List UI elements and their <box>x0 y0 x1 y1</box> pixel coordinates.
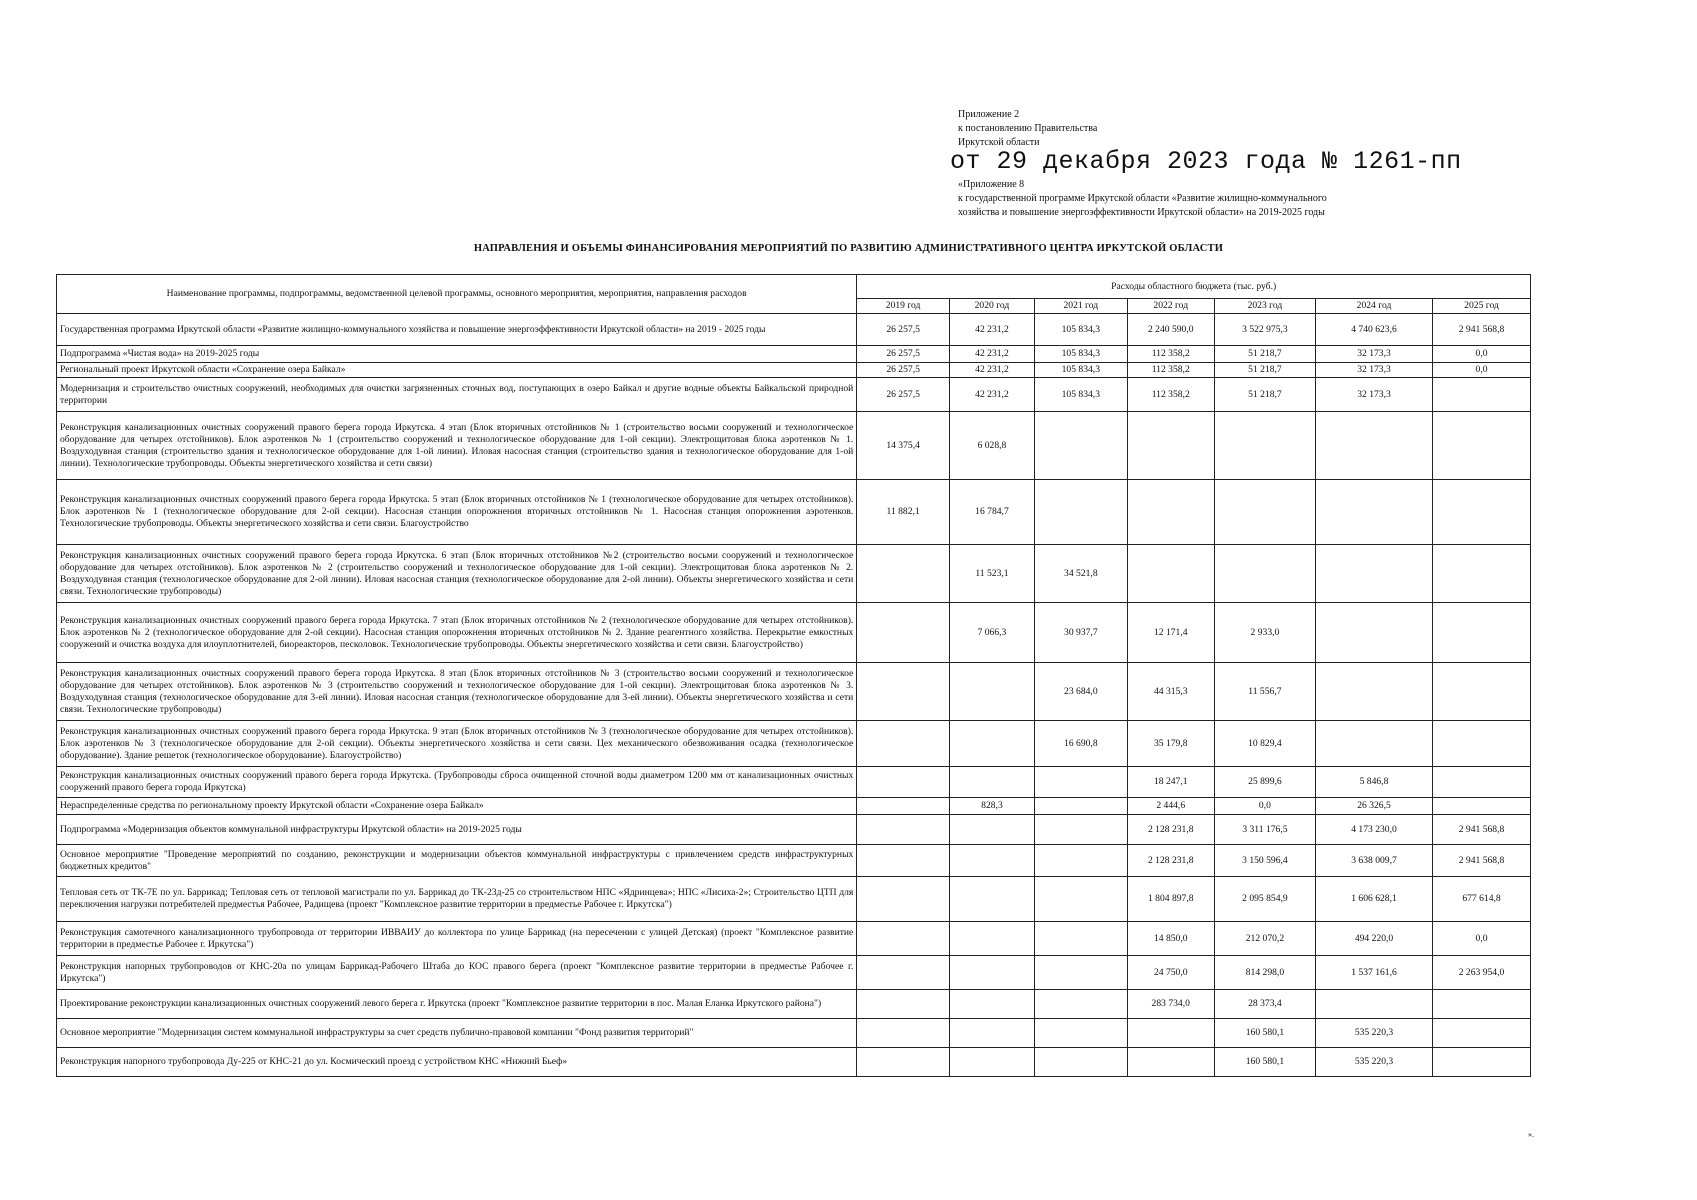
value-cell: 3 150 596,4 <box>1214 845 1315 877</box>
value-cell <box>857 922 950 956</box>
row-name-cell: Реконструкция канализационных очистных сооружений правого берега города Иркутска. 7 этап (Блок вторичных отстойников № 2 (технологическое оборудование для четырех отстойников). Блок аэротенков № 2 (технологическое оборудование для 2-ой секции). Насосная станция опорожнения вторичных отстойников № 2. Здание реагентного хозяйства. Перекрытие емкостных сооружений и очистка воздуха для илоуплотнителей, биореакторов, песколовок. Технологические трубопроводы. Объекты энергетического хозяйства и сети связи. Благоустройство) <box>57 603 857 663</box>
year-header: 2025 год <box>1433 299 1531 314</box>
row-name-cell: Реконструкция канализационных очистных сооружений правого берега города Иркутска. 8 этап (Блок вторичных отстойников № 3 (строительство восьми сооружений и технологическое оборудование для четырех отстойников). Блок аэротенков № 3 (строительство сооружений и технологическое оборудование для 1-ой секции). Электрощитовая блока аэротенков № 3. Воздуходувная станция (технологическое оборудование для 3-ей линии). Иловая насосная станция (технологическое оборудование для 3-ей линии). Объекты энергетического хозяйства и сети связи. Технологические трубопроводы) <box>57 663 857 721</box>
value-cell <box>1127 412 1214 480</box>
value-cell <box>1214 412 1315 480</box>
value-cell: 51 218,7 <box>1214 363 1315 378</box>
row-name-cell: Нераспределенные средства по региональному проекту Иркутской области «Сохранение озера Байкал» <box>57 798 857 815</box>
value-cell <box>949 1048 1034 1077</box>
value-cell: 0,0 <box>1433 363 1531 378</box>
value-cell: 28 373,4 <box>1214 990 1315 1019</box>
table-row <box>57 956 1531 990</box>
value-cell <box>1035 412 1128 480</box>
value-cell <box>857 663 950 721</box>
value-cell <box>1035 767 1128 798</box>
row-name-cell: Реконструкция самотечного канализационного трубопровода от территории ИВВАИУ до коллектора по улице Баррикад (на пересечении с улицей Детская) (проект "Комплексное развитие территории в предместье Рабочее г. Иркутска") <box>57 922 857 956</box>
value-cell: 42 231,2 <box>949 378 1034 412</box>
value-cell <box>857 798 950 815</box>
value-cell: 828,3 <box>949 798 1034 815</box>
value-cell: 283 734,0 <box>1127 990 1214 1019</box>
value-cell: 2 263 954,0 <box>1433 956 1531 990</box>
value-cell <box>857 990 950 1019</box>
value-cell <box>1433 378 1531 412</box>
row-name-cell: Реконструкция канализационных очистных сооружений правого берега города Иркутска. 9 этап (Блок вторичных отстойников № 3 (технологическое оборудование для четырех отстойников). Блок аэротенков № 3 (технологическое оборудование для 2-ой секции). Объекты энергетического хозяйства и сети связи. Цех механического обезвоживания осадка (технологическое оборудование). Здание решеток (технологическое оборудование). Благоустройство) <box>57 721 857 767</box>
table-row <box>57 363 1531 378</box>
value-cell <box>1035 845 1128 877</box>
value-cell: 105 834,3 <box>1035 346 1128 363</box>
value-cell <box>1315 480 1432 545</box>
year-header: 2019 год <box>857 299 950 314</box>
value-cell <box>857 721 950 767</box>
table-row <box>57 480 1531 545</box>
value-cell <box>1127 1048 1214 1077</box>
value-cell: 105 834,3 <box>1035 378 1128 412</box>
value-cell <box>949 1019 1034 1048</box>
row-name-cell: Региональный проект Иркутской области «Сохранение озера Байкал» <box>57 363 857 378</box>
value-cell: 4 173 230,0 <box>1315 815 1432 845</box>
year-header: 2022 год <box>1127 299 1214 314</box>
value-cell: 26 257,5 <box>857 363 950 378</box>
value-cell <box>1035 990 1128 1019</box>
value-cell <box>1315 663 1432 721</box>
row-name-cell: Тепловая сеть от ТК-7Е по ул. Баррикад; Тепловая сеть от тепловой магистрали по ул. Баррикад до ТК-23д-25 со строительством НПС «Ядринцева»; НПС «Лисиха-2»; Строительство ЦТП для переключения нагрузки потребителей предместья Рабочее, Радищева (проект "Комплексное развитие территории в предместье Рабочее г. Иркутска") <box>57 877 857 922</box>
value-cell <box>1127 480 1214 545</box>
budget-column-header: Расходы областного бюджета (тыс. руб.) <box>857 275 1531 299</box>
value-cell: 44 315,3 <box>1127 663 1214 721</box>
value-cell: 10 829,4 <box>1214 721 1315 767</box>
value-cell <box>949 663 1034 721</box>
value-cell: 112 358,2 <box>1127 363 1214 378</box>
value-cell <box>1315 990 1432 1019</box>
value-cell: 677 614,8 <box>1433 877 1531 922</box>
value-cell: 535 220,3 <box>1315 1019 1432 1048</box>
appendix-header <box>950 108 1478 220</box>
value-cell <box>1433 990 1531 1019</box>
value-cell <box>857 815 950 845</box>
value-cell <box>949 956 1034 990</box>
value-cell <box>1214 545 1315 603</box>
value-cell <box>949 877 1034 922</box>
value-cell: 2 095 854,9 <box>1214 877 1315 922</box>
value-cell: 6 028,8 <box>949 412 1034 480</box>
value-cell: 0,0 <box>1433 922 1531 956</box>
table-row <box>57 845 1531 877</box>
value-cell: 11 523,1 <box>949 545 1034 603</box>
value-cell: 2 128 231,8 <box>1127 845 1214 877</box>
header-line: «Приложение 8 <box>958 179 1025 190</box>
value-cell: 494 220,0 <box>1315 922 1432 956</box>
value-cell <box>1035 922 1128 956</box>
value-cell <box>1035 815 1128 845</box>
table-row <box>57 346 1531 363</box>
value-cell <box>1433 663 1531 721</box>
value-cell: 26 257,5 <box>857 314 950 346</box>
table-row <box>57 815 1531 845</box>
value-cell <box>1214 480 1315 545</box>
value-cell <box>1433 480 1531 545</box>
table-row <box>57 378 1531 412</box>
value-cell <box>857 1019 950 1048</box>
value-cell: 2 933,0 <box>1214 603 1315 663</box>
value-cell <box>949 922 1034 956</box>
row-name-cell: Проектирование реконструкции канализационных очистных сооружений левого берега г. Иркутска (проект "Комплексное развитие территории в пос. Малая Еланка Иркутского района") <box>57 990 857 1019</box>
value-cell: 25 899,6 <box>1214 767 1315 798</box>
table-row <box>57 663 1531 721</box>
value-cell: 112 358,2 <box>1127 378 1214 412</box>
header-line: Приложение 2 <box>958 109 1020 120</box>
value-cell: 14 850,0 <box>1127 922 1214 956</box>
value-cell: 32 173,3 <box>1315 363 1432 378</box>
value-cell <box>857 956 950 990</box>
year-header: 2021 год <box>1035 299 1128 314</box>
row-name-cell: Модернизация и строительство очистных сооружений, необходимых для очистки загрязненных сточных вод, поступающих в озеро Байкал и другие водные объекты Байкальской природной территории <box>57 378 857 412</box>
value-cell <box>1433 721 1531 767</box>
value-cell: 535 220,3 <box>1315 1048 1432 1077</box>
value-cell: 51 218,7 <box>1214 346 1315 363</box>
name-column-header: Наименование программы, подпрограммы, ведомственной целевой программы, основного мероприятия, мероприятия, направления расходов <box>57 275 857 314</box>
value-cell <box>1433 767 1531 798</box>
value-cell <box>1127 545 1214 603</box>
table-row <box>57 798 1531 815</box>
value-cell: 2 941 568,8 <box>1433 314 1531 346</box>
value-cell <box>1315 545 1432 603</box>
value-cell: 12 171,4 <box>1127 603 1214 663</box>
table-row <box>57 1048 1531 1077</box>
header-line: хозяйства и повышение энергоэффективности Иркутской области» на 2019-2025 годы <box>958 207 1325 218</box>
financing-table <box>56 274 1531 1077</box>
row-name-cell: Реконструкция канализационных очистных сооружений правого берега города Иркутска. 4 этап (Блок вторичных отстойников № 1 (строительство восьми сооружений и технологическое оборудование для четырех отстойников). Блок аэротенков № 1 (строительство сооружений и технологическое оборудование для 1-ой секции). Электрощитовая блока аэротенков № 1. Воздуходувная станция (строительство здания и технологическое оборудование для 1-ой линии). Иловая насосная станция (строительство здания и технологическое оборудование для 1-ой линии). Технологические трубопроводы. Объекты энергетического хозяйства и сети связи) <box>57 412 857 480</box>
value-cell: 14 375,4 <box>857 412 950 480</box>
value-cell <box>857 767 950 798</box>
table-row <box>57 721 1531 767</box>
value-cell <box>1315 721 1432 767</box>
row-name-cell: Реконструкция напорного трубопровода Ду-225 от КНС-21 до ул. Космический проезд с устройством КНС «Нижний Бьеф» <box>57 1048 857 1077</box>
value-cell <box>949 990 1034 1019</box>
value-cell: 26 257,5 <box>857 378 950 412</box>
table-row <box>57 922 1531 956</box>
value-cell: 5 846,8 <box>1315 767 1432 798</box>
value-cell: 160 580,1 <box>1214 1048 1315 1077</box>
resolution-date-stamp: от 29 декабря 2023 года № 1261-пп <box>950 147 1462 176</box>
value-cell: 16 690,8 <box>1035 721 1128 767</box>
value-cell: 18 247,1 <box>1127 767 1214 798</box>
document-title: НАПРАВЛЕНИЯ И ОБЪЕМЫ ФИНАНСИРОВАНИЯ МЕРОПРИЯТИЙ ПО РАЗВИТИЮ АДМИНИСТРАТИВНОГО ЦЕНТРА ИРКУТСКОЙ ОБЛАСТИ <box>473 243 1224 254</box>
value-cell: 51 218,7 <box>1214 378 1315 412</box>
value-cell: 34 521,8 <box>1035 545 1128 603</box>
value-cell: 3 311 176,5 <box>1214 815 1315 845</box>
value-cell: 16 784,7 <box>949 480 1034 545</box>
row-name-cell: Государственная программа Иркутской области «Развитие жилищно-коммунального хозяйства и повышение энергоэффективности Иркутской области» на 2019 - 2025 годы <box>57 314 857 346</box>
value-cell <box>857 603 950 663</box>
value-cell: 23 684,0 <box>1035 663 1128 721</box>
table-row <box>57 990 1531 1019</box>
value-cell: 26 257,5 <box>857 346 950 363</box>
table-row <box>57 314 1531 346</box>
value-cell: 42 231,2 <box>949 314 1034 346</box>
value-cell: 11 882,1 <box>857 480 950 545</box>
value-cell: 160 580,1 <box>1214 1019 1315 1048</box>
value-cell <box>1035 798 1128 815</box>
value-cell <box>949 845 1034 877</box>
value-cell: 4 740 623,6 <box>1315 314 1432 346</box>
table-row <box>57 767 1531 798</box>
row-name-cell: Реконструкция канализационных очистных сооружений правого берега города Иркутска. (Трубопроводы сброса очищенной сточной воды диаметром 1200 мм от канализационных очистных сооружений правого берега города Иркутска) <box>57 767 857 798</box>
value-cell: 11 556,7 <box>1214 663 1315 721</box>
closing-mark: ». <box>1528 1130 1534 1139</box>
value-cell <box>949 767 1034 798</box>
value-cell <box>1035 480 1128 545</box>
value-cell: 30 937,7 <box>1035 603 1128 663</box>
value-cell: 112 358,2 <box>1127 346 1214 363</box>
value-cell <box>1315 603 1432 663</box>
table-row <box>57 1019 1531 1048</box>
value-cell: 0,0 <box>1214 798 1315 815</box>
value-cell: 32 173,3 <box>1315 346 1432 363</box>
header-line: Иркутской области <box>958 137 1040 148</box>
row-name-cell: Реконструкция канализационных очистных сооружений правого берега города Иркутска. 5 этап (Блок вторичных отстойников № 1 (технологическое оборудование для четырех отстойников). Блок аэротенков № 1 (технологическое оборудование для 2-ой секции). Насосная станция опорожнения вторичных отстойников № 1. Насосная станция опорожнения аэротенков. Технологические трубопроводы. Объекты энергетического хозяйства и сети связи. Благоустройство <box>57 480 857 545</box>
value-cell: 2 941 568,8 <box>1433 815 1531 845</box>
value-cell <box>857 845 950 877</box>
value-cell: 212 070,2 <box>1214 922 1315 956</box>
value-cell: 42 231,2 <box>949 346 1034 363</box>
value-cell <box>949 815 1034 845</box>
value-cell <box>1315 412 1432 480</box>
year-header: 2020 год <box>949 299 1034 314</box>
value-cell <box>1035 1048 1128 1077</box>
value-cell <box>857 1048 950 1077</box>
value-cell <box>1035 1019 1128 1048</box>
value-cell: 105 834,3 <box>1035 314 1128 346</box>
value-cell: 2 128 231,8 <box>1127 815 1214 845</box>
row-name-cell: Основное мероприятие "Модернизация систем коммунальной инфраструктуры за счет средств публично-правовой компании "Фонд развития территорий" <box>57 1019 857 1048</box>
table-row <box>57 545 1531 603</box>
value-cell <box>1127 1019 1214 1048</box>
value-cell: 1 606 628,1 <box>1315 877 1432 922</box>
header-line: к государственной программе Иркутской области «Развитие жилищно-коммунального <box>958 193 1327 204</box>
table-row <box>57 412 1531 480</box>
value-cell: 3 638 009,7 <box>1315 845 1432 877</box>
row-name-cell: Подпрограмма «Чистая вода» на 2019-2025 годы <box>57 346 857 363</box>
value-cell <box>949 721 1034 767</box>
value-cell <box>1035 877 1128 922</box>
value-cell: 2 444,6 <box>1127 798 1214 815</box>
value-cell: 105 834,3 <box>1035 363 1128 378</box>
row-name-cell: Подпрограмма «Модернизация объектов коммунальной инфраструктуры Иркутской области» на 2019-2025 годы <box>57 815 857 845</box>
year-header: 2023 год <box>1214 299 1315 314</box>
header-line: к постановлению Правительства <box>958 123 1098 134</box>
value-cell <box>1433 1048 1531 1077</box>
value-cell: 2 240 590,0 <box>1127 314 1214 346</box>
row-name-cell: Реконструкция канализационных очистных сооружений правого берега города Иркутска. 6 этап (Блок вторичных отстойников №2 (строительство восьми сооружений и технологическое оборудование для четырех отстойников). Блок аэротенков № 2 (строительство сооружений и технологическое оборудование для 1-ой секции). Электрощитовая блока аэротенков № 2. Воздуходувная станция (технологическое оборудование для 2-ой линии). Иловая насосная станция (технологическое оборудование для 2-ой линии). Объекты энергетического хозяйства и сети связи. Технологические трубопроводы) <box>57 545 857 603</box>
value-cell: 814 298,0 <box>1214 956 1315 990</box>
row-name-cell: Реконструкция напорных трубопроводов от КНС-20а по улицам Баррикад-Рабочего Штаба до КОС правого берега (проект "Комплексное развитие территории в предместье Рабочее г. Иркутска") <box>57 956 857 990</box>
value-cell: 3 522 975,3 <box>1214 314 1315 346</box>
value-cell <box>1433 412 1531 480</box>
year-header: 2024 год <box>1315 299 1432 314</box>
value-cell <box>857 877 950 922</box>
value-cell: 26 326,5 <box>1315 798 1432 815</box>
value-cell <box>1433 1019 1531 1048</box>
value-cell: 2 941 568,8 <box>1433 845 1531 877</box>
table-row <box>57 877 1531 922</box>
value-cell: 7 066,3 <box>949 603 1034 663</box>
value-cell <box>1433 545 1531 603</box>
value-cell: 24 750,0 <box>1127 956 1214 990</box>
row-name-cell: Основное мероприятие "Проведение мероприятий по созданию, реконструкции и модернизации объектов коммунальной инфраструктуры с привлечением средств инфраструктурных бюджетных кредитов" <box>57 845 857 877</box>
value-cell: 1 537 161,6 <box>1315 956 1432 990</box>
value-cell <box>1433 603 1531 663</box>
value-cell: 1 804 897,8 <box>1127 877 1214 922</box>
value-cell: 35 179,8 <box>1127 721 1214 767</box>
value-cell <box>1433 798 1531 815</box>
value-cell <box>1035 956 1128 990</box>
value-cell: 42 231,2 <box>949 363 1034 378</box>
value-cell: 0,0 <box>1433 346 1531 363</box>
value-cell: 32 173,3 <box>1315 378 1432 412</box>
table-row <box>57 603 1531 663</box>
value-cell <box>857 545 950 603</box>
